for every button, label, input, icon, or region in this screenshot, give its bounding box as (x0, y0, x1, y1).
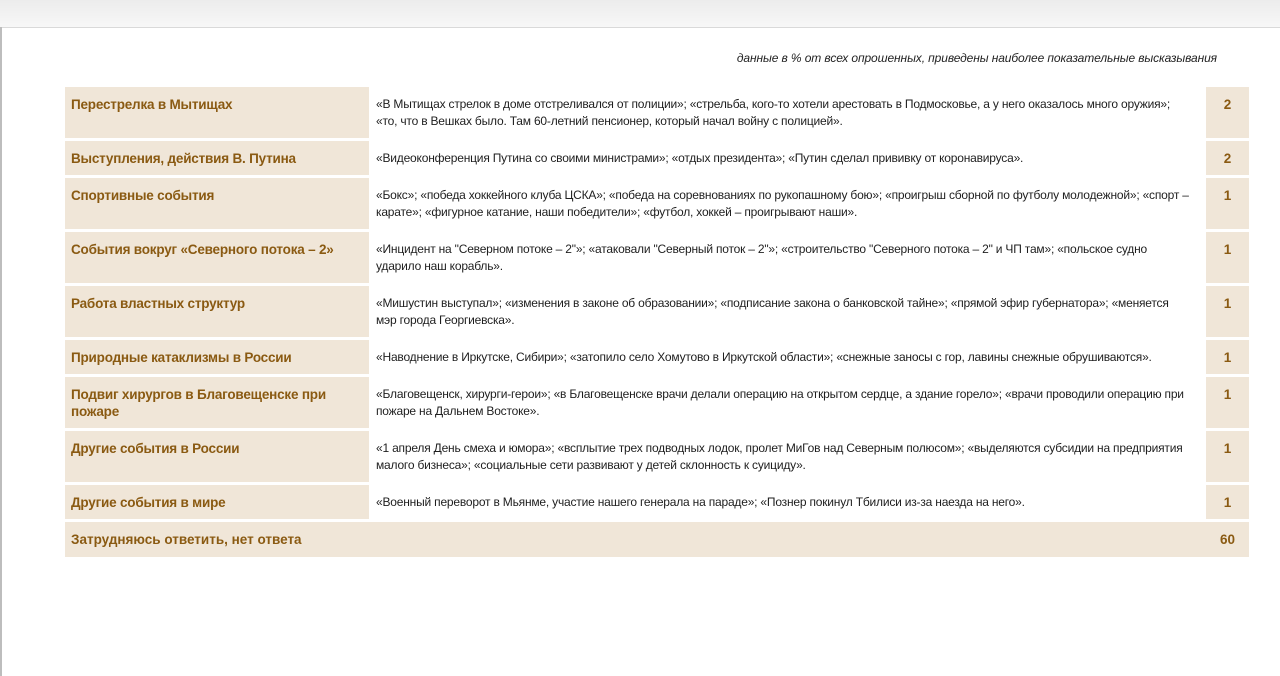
events-table (65, 87, 1249, 557)
browser-top-bar (0, 0, 1280, 28)
row-value: 1 (1206, 484, 1249, 521)
table-row (65, 177, 1249, 231)
total-row (65, 521, 1249, 558)
row-quotes: «Военный переворот в Мьянме, участие нашего генерала на параде»; «Познер покинул Тбилиси из-за наезда на него». (369, 484, 1206, 521)
row-value: 1 (1206, 177, 1249, 231)
row-topic: События вокруг «Северного потока – 2» (65, 231, 369, 285)
row-value: 1 (1206, 339, 1249, 376)
row-value: 1 (1206, 430, 1249, 484)
row-value: 1 (1206, 285, 1249, 339)
table-row (65, 231, 1249, 285)
row-quotes: «1 апреля День смеха и юмора»; «всплытие трех подводных лодок, пролет МиГов над Северным полюсом»; «выделяются субсидии на предприятия малого бизнеса»; «социальные сети развивают у детей склонность к суициду». (369, 430, 1206, 484)
row-topic: Выступления, действия В. Путина (65, 140, 369, 177)
table-row (65, 87, 1249, 140)
row-quotes: «Видеоконференция Путина со своими министрами»; «отдых президента»; «Путин сделал прививку от коронавируса». (369, 140, 1206, 177)
row-topic: Другие события в России (65, 430, 369, 484)
row-value: 2 (1206, 87, 1249, 140)
row-quotes: «Бокс»; «победа хоккейного клуба ЦСКА»; «победа на соревнованиях по рукопашному бою»; «проигрыш сборной по футболу молодежной»; «спорт – карате»; «фигурное катание, наши победители»; «футбол, хоккей – проигрывают наши». (369, 177, 1206, 231)
row-quotes: «Инцидент на "Северном потоке – 2"»; «атаковали "Северный поток – 2"»; «строительство "Северного потока – 2" и ЧП там»; «польское судно ударило наш корабль». (369, 231, 1206, 285)
table-row (65, 430, 1249, 484)
page-left-edge (0, 27, 2, 676)
row-quotes: «Мишустин выступал»; «изменения в законе об образовании»; «подписание закона о банковской тайне»; «прямой эфир губернатора»; «меняется мэр города Георгиевска». (369, 285, 1206, 339)
row-topic: Перестрелка в Мытищах (65, 87, 369, 140)
row-value: 1 (1206, 231, 1249, 285)
row-topic: Работа властных структур (65, 285, 369, 339)
row-topic: Другие события в мире (65, 484, 369, 521)
row-value: 2 (1206, 140, 1249, 177)
row-quotes: «Наводнение в Иркутске, Сибири»; «затопило село Хомутово в Иркутской области»; «снежные заносы с гор, лавины снежные обрушиваются». (369, 339, 1206, 376)
table-row (65, 484, 1249, 521)
row-topic: Спортивные события (65, 177, 369, 231)
row-quotes: «В Мытищах стрелок в доме отстреливался от полиции»; «стрельба, кого-то хотели арестовать в Подмосковье, а у него оказалось много оружия»; «то, что в Вешках было. Там 60-летний пенсионер, который начал войну с полицией». (369, 87, 1206, 140)
table-row (65, 285, 1249, 339)
row-value: 1 (1206, 376, 1249, 430)
total-value: 60 (1206, 521, 1249, 558)
row-topic: Природные катаклизмы в России (65, 339, 369, 376)
row-topic: Подвиг хирургов в Благовещенске при пожаре (65, 376, 369, 430)
table-row (65, 339, 1249, 376)
table-note: данные в % от всех опрошенных, приведены наиболее показательные высказывания (736, 51, 1217, 65)
table-row (65, 376, 1249, 430)
row-quotes: «Благовещенск, хирурги-герои»; «в Благовещенске врачи делали операцию на открытом сердце, а здание горело»; «врачи проводили операцию при пожаре на Дальнем Востоке». (369, 376, 1206, 430)
table-row (65, 140, 1249, 177)
total-label: Затрудняюсь ответить, нет ответа (65, 521, 1206, 558)
